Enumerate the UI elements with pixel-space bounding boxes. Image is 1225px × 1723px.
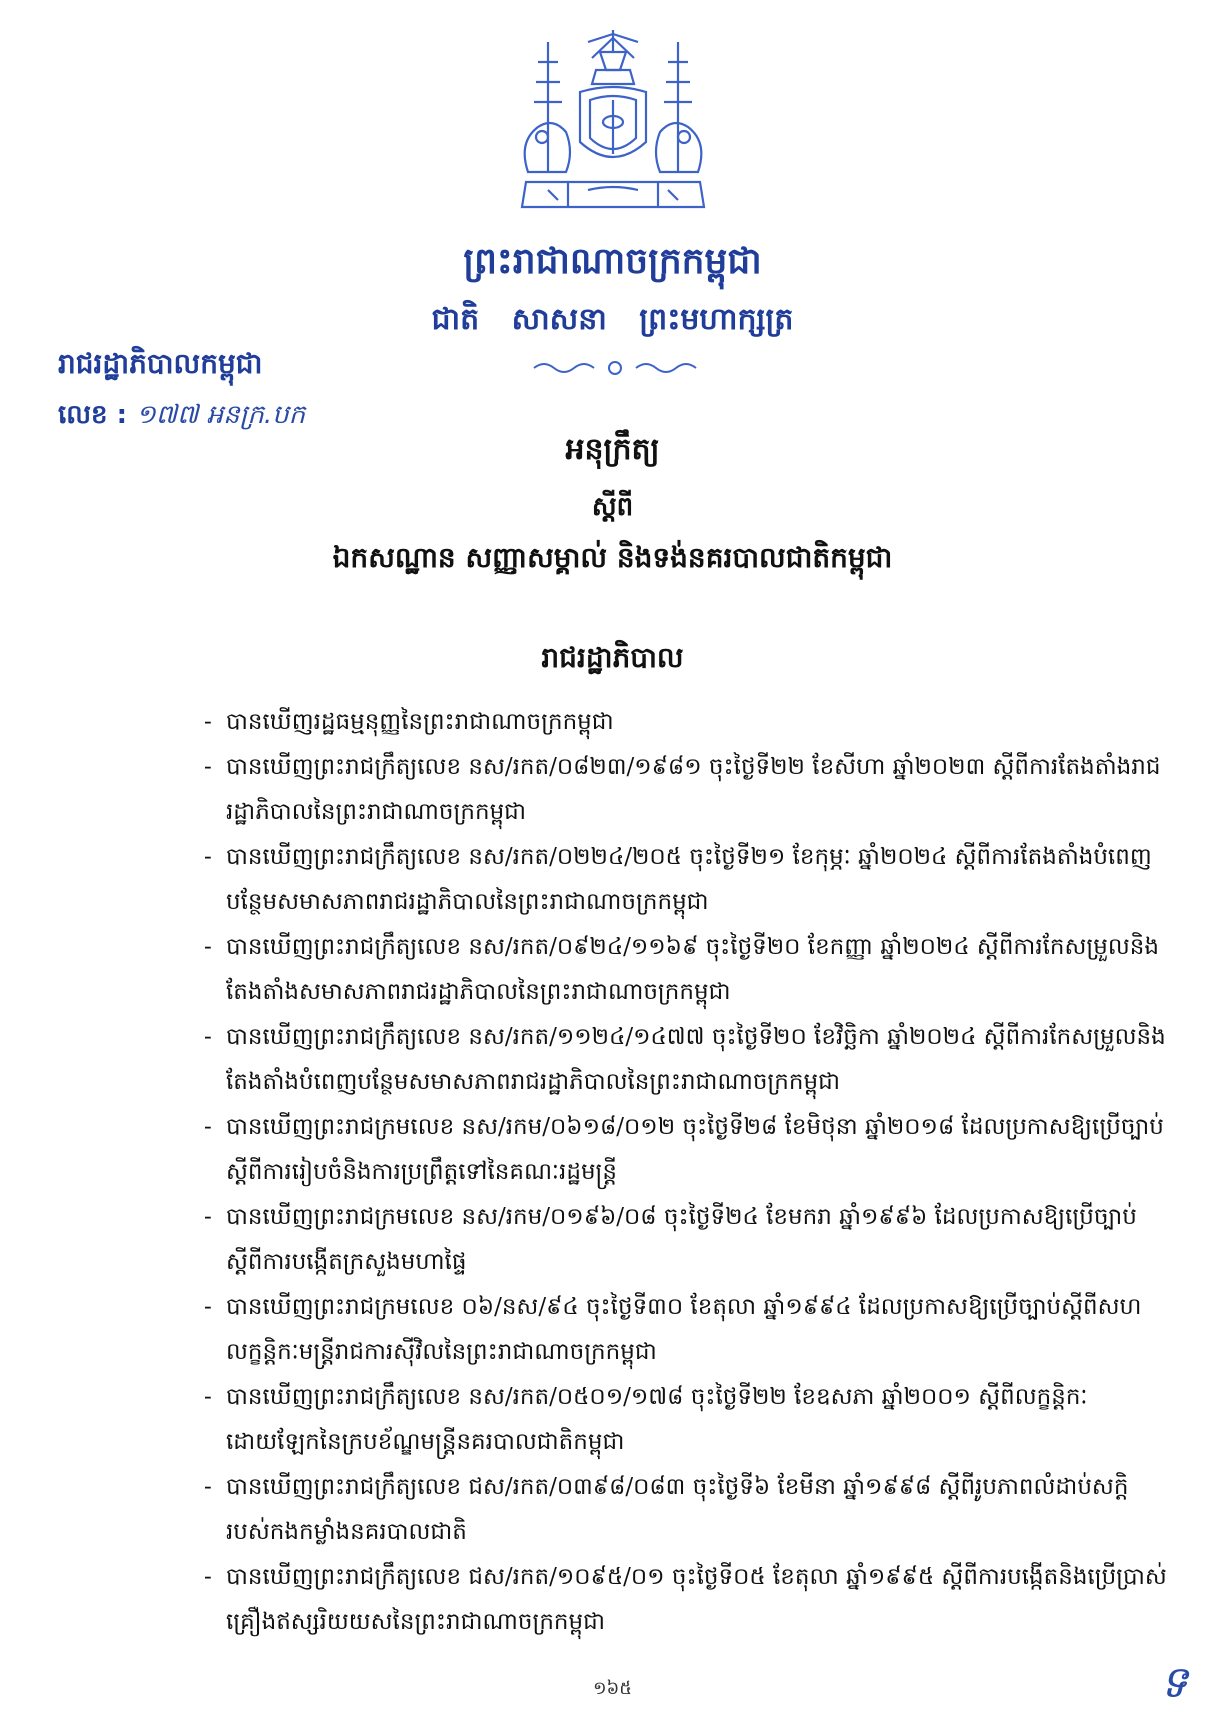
list-item: - បានឃើញព្រះរាជក្រឹត្យលេខ នស/រកត/០៥០១/១៧៨ ចុះថ្ងៃទី២២ ខែឧសភា ឆ្នាំ២០០១ ស្ដីពីលក្ខន្តិកៈដោយឡែកនៃក្របខ័ណ្ឌមន្ត្រីនគរបាលជាតិកម្ពុជា bbox=[210, 1375, 1170, 1465]
document-subject: ឯកសណ្ឋាន សញ្ញាសម្គាល់ និងទង់នគរបាលជាតិកម្ពុជា bbox=[332, 541, 893, 574]
list-item: - បានឃើញព្រះរាជក្រឹត្យលេខ នស/រកត/១១២៤/១៤៧៧ ចុះថ្ងៃទី២០ ខែវិច្ឆិកា ឆ្នាំ២០២៤ ស្ដីពីការកែសម្រួលនិងតែងតាំងបំពេញបន្ថែមសមាសភាពរាជរដ្ឋាភិបាលនៃព្រះរាជាណាចក្រកម្ពុជា bbox=[210, 1015, 1170, 1105]
list-item: - បានឃើញព្រះរាជក្រឹត្យលេខ ជស/រកត/០៣៩៨/០៨៣ ចុះថ្ងៃទី៦ ខែមីនា ឆ្នាំ១៩៩៨ ស្ដីពីរូបភាពលំដាប់សក្ដិរបស់កងកម្លាំងនគរបាលជាតិ bbox=[210, 1465, 1170, 1555]
list-item: - បានឃើញព្រះរាជក្រឹត្យលេខ នស/រកត/០៩២៤/១១៦៩ ចុះថ្ងៃទី២០ ខែកញ្ញា ឆ្នាំ២០២៤ ស្ដីពីការកែសម្រួលនិងតែងតាំងសមាសភាពរាជរដ្ឋាភិបាលនៃព្រះរាជាណាចក្រកម្ពុជា bbox=[210, 925, 1170, 1015]
document-number-value: ១៧៧ អនក្រ.បក bbox=[136, 400, 306, 430]
list-item: - បានឃើញព្រះរាជក្រមលេខ នស/រកម/០១៩៦/០៨ ចុះថ្ងៃទី២៤ ខែមករា ឆ្នាំ១៩៩៦ ដែលប្រកាសឱ្យប្រើច្បាប់ស្ដីពីការបង្កើតក្រសួងមហាផ្ទៃ bbox=[210, 1195, 1170, 1285]
handwritten-initial: ទ bbox=[1160, 1657, 1188, 1708]
subject-label: ស្ដីពី bbox=[591, 492, 634, 522]
decorative-divider-icon bbox=[530, 358, 700, 378]
list-item: - បានឃើញរដ្ឋធម្មនុញ្ញនៃព្រះរាជាណាចក្រកម្ពុជា bbox=[210, 700, 1170, 745]
list-item: - បានឃើញព្រះរាជក្រឹត្យលេខ នស/រកត/០៨២៣/១៩៨១ ចុះថ្ងៃទី២២ ខែសីហា ឆ្នាំ២០២៣ ស្ដីពីការតែងតាំងរាជរដ្ឋាភិបាលនៃព្រះរាជាណាចក្រកម្ពុជា bbox=[210, 745, 1170, 835]
list-item: - បានឃើញព្រះរាជក្រមលេខ នស/រកម/០៦១៨/០១២ ចុះថ្ងៃទី២៨ ខែមិថុនា ឆ្នាំ២០១៨ ដែលប្រកាសឱ្យប្រើច្បាប់ស្ដីពីការរៀបចំនិងការប្រព្រឹត្តទៅនៃគណៈរដ្ឋមន្ត្រី bbox=[210, 1105, 1170, 1195]
page-number: ១៦៥ bbox=[592, 1678, 633, 1699]
issuer-name: រាជរដ្ឋាភិបាលកម្ពុជា bbox=[58, 347, 263, 380]
kingdom-heading: ព្រះរាជាណាចក្រកម្ពុជា bbox=[463, 241, 762, 282]
visa-list bbox=[210, 700, 1170, 1645]
list-item: - បានឃើញព្រះរាជក្រមលេខ ០៦/នស/៩៤ ចុះថ្ងៃទី៣០ ខែតុលា ឆ្នាំ១៩៩៤ ដែលប្រកាសឱ្យប្រើច្បាប់ស្ដីពីសហលក្ខន្តិកៈមន្ត្រីរាជការស៊ីវិលនៃព្រះរាជាណាចក្រកម្ពុជា bbox=[210, 1285, 1170, 1375]
list-item: - បានឃើញព្រះរាជក្រឹត្យលេខ ជស/រកត/១០៩៥/០១ ចុះថ្ងៃទី០៥ ខែតុលា ឆ្នាំ១៩៩៥ ស្ដីពីការបង្កើតនិងប្រើប្រាស់គ្រឿងឥស្សរិយយសនៃព្រះរាជាណាចក្រកម្ពុជា bbox=[210, 1555, 1170, 1645]
national-motto: ជាតិ សាសនា ព្រះមហាក្សត្រ bbox=[431, 302, 794, 337]
royal-emblem-icon bbox=[508, 22, 718, 232]
list-item: - បានឃើញព្រះរាជក្រឹត្យលេខ នស/រកត/០២២៤/២០៥ ចុះថ្ងៃទី២១ ខែកុម្ភៈ ឆ្នាំ២០២៤ ស្ដីពីការតែងតាំងបំពេញបន្ថែមសមាសភាពរាជរដ្ឋាភិបាលនៃព្រះរាជាណាចក្រកម្ពុជា bbox=[210, 835, 1170, 925]
authority-heading: រាជរដ្ឋាភិបាល bbox=[541, 641, 684, 674]
document-number-label: លេខ : bbox=[58, 400, 137, 430]
document-type: អនុក្រឹត្យ bbox=[565, 432, 660, 467]
